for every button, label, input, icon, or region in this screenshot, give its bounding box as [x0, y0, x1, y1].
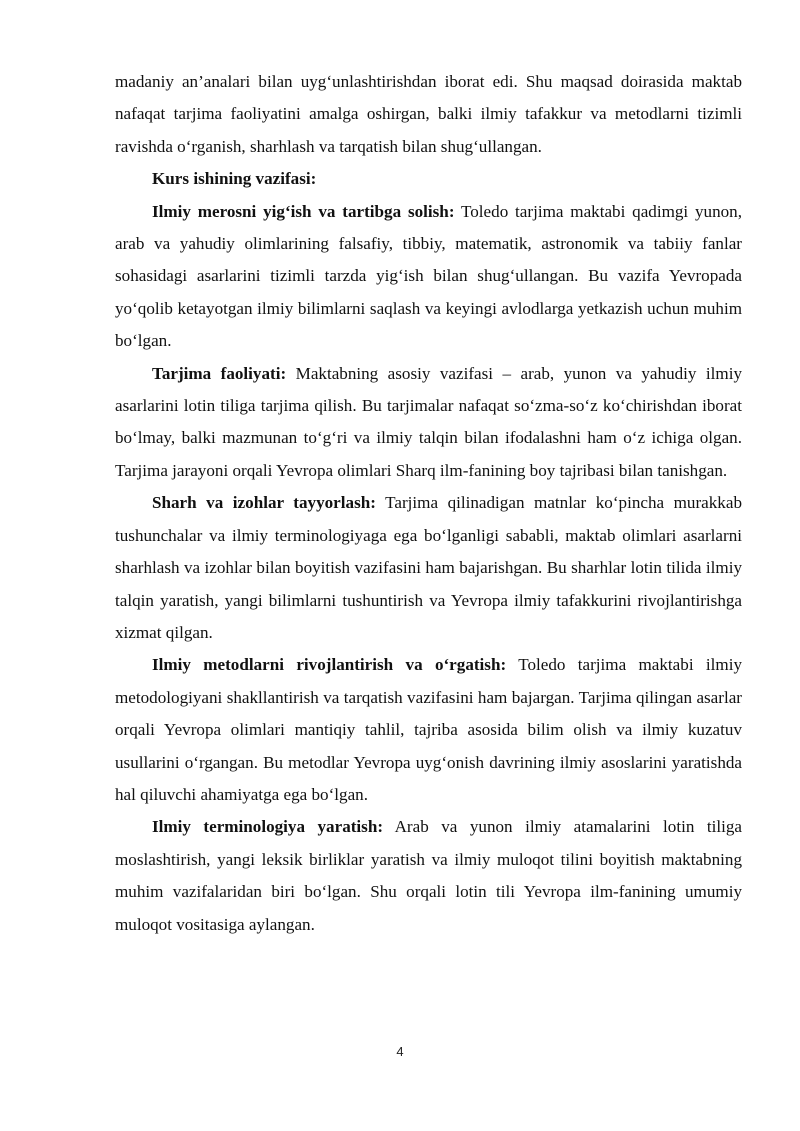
paragraph-collecting-heritage — [115, 196, 742, 358]
continuation-paragraph: madaniy an’analari bilan uyg‘unlashtirishdan iborat edi. Shu maqsad doirasida maktab nafaqat tarjima faoliyatini amalga oshirgan, balki ilmiy tafakkur va metodlarni tizimli ravishda o‘rganish, sharhlash va tarqatish bilan shug‘ullangan. — [115, 72, 742, 156]
paragraph-lead: Tarjima faoliyati: — [152, 363, 287, 383]
paragraph-lead: Ilmiy metodlarni rivojlantirish va o‘rgatish: — [152, 655, 507, 675]
paragraph-body: Maktabning asosiy vazifasi – arab, yunon va yahudiy ilmiy asarlarini lotin tiliga tarjima qilish. Bu tarjimalar nafaqat so‘zma-so‘z ko‘chirishdan iborat bo‘lmay, balki mazmunan to‘g‘ri va ilmiy talqin bilan ifodalashni ham o‘z ichiga olgan. Tarjima jarayoni orqali Yevropa olimlari Sharq ilm-fanining boy tajribasi bilan tanishgan. — [115, 363, 743, 480]
paragraph-commentaries — [115, 487, 742, 649]
paragraph-lead: Ilmiy merosni yig‘ish va tartibga solish: — [152, 201, 455, 221]
paragraph-lead: Sharh va izohlar tayyorlash: — [152, 493, 376, 513]
paragraph-scientific-methods — [115, 649, 742, 811]
page-number: 4 — [396, 1044, 404, 1059]
paragraph-translation-activity — [115, 358, 742, 488]
section-heading: Kurs ishining vazifasi: — [152, 169, 317, 189]
paragraph-body: Toledo tarjima maktabi qadimgi yunon, arab va yahudiy olimlarining falsafiy, tibbiy, matematik, astronomik va tabiiy fanlar sohasidagi asarlarini tizimli tarzda yig‘ish bilan shug‘ullangan. Bu vazifa Yevropada yo‘qolib ketayotgan ilmiy bilimlarni saqlash va keyingi avlodlarga yetkazish uchun muhim bo‘lgan. — [115, 201, 742, 351]
paragraph-terminology — [115, 811, 742, 941]
paragraph-body: Toledo tarjima maktabi ilmiy metodologiyani shakllantirish va tarqatish vazifasini ham bajargan. Tarjima qilingan asarlar orqali Yevropa olimlari mantiqiy tahlil, tajriba asosida bilim olish va ilmiy kuzatuv usullarini o‘rgangan. Bu metodlar Yevropa uyg‘onish davrining ilmiy asoslarini yaratishda hal qiluvchi ahamiyatga ega bo‘lgan. — [115, 655, 742, 804]
paragraph-body: Arab va yunon ilmiy atamalarini lotin tiliga moslashtirish, yangi leksik birliklar yaratish va ilmiy muloqot tilini boyitish maktabning muhim vazifalaridan biri bo‘lgan. Shu orqali lotin tili Yevropa ilm-fanining umumiy muloqot vositasiga aylangan. — [115, 817, 742, 934]
paragraph-lead: Ilmiy terminologiya yaratish: — [152, 817, 384, 837]
paragraph-body: Tarjima qilinadigan matnlar ko‘pincha murakkab tushunchalar va ilmiy terminologiyaga ega bo‘lganligi sababli, maktab olimlari asarlarni sharhlash va izohlar bilan boyitish vazifasini ham bajarishgan. Bu sharhlar lotin tilida ilmiy talqin yaratish, yangi bilimlarni tushuntirish va Yevropa ilmiy tafakkurini rivojlantirishga xizmat qilgan. — [115, 493, 742, 642]
